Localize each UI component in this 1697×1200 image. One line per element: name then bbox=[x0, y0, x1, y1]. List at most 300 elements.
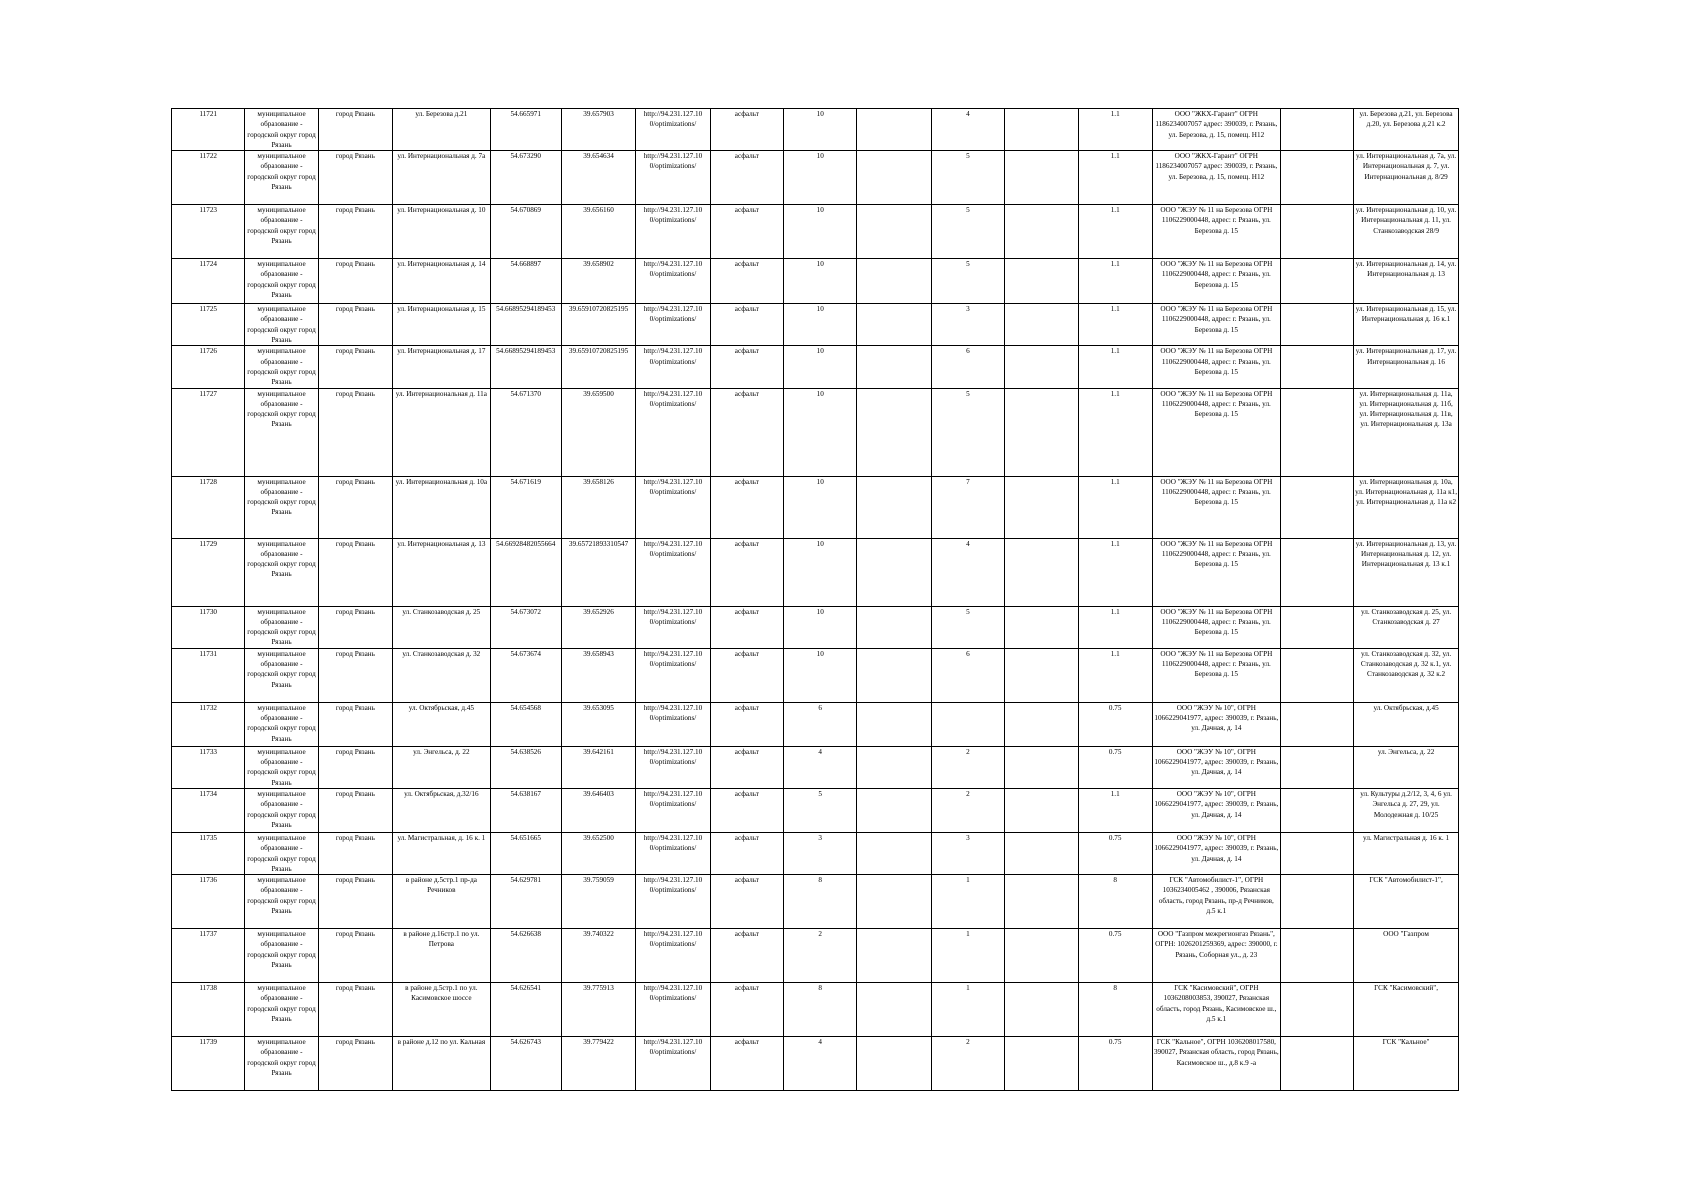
cell-latitude: 54.673290 bbox=[490, 151, 561, 205]
cell-surface-type: асфальт bbox=[710, 205, 783, 259]
cell-area: 10 bbox=[784, 346, 857, 388]
cell-owner-info: ООО "ЖЭУ № 11 на Березова ОГРН 1106229000448, адрес: г. Рязань, ул. Березова д. 15 bbox=[1152, 259, 1280, 304]
cell-longitude: 39.646403 bbox=[561, 788, 635, 832]
cell-container-volume: 1.1 bbox=[1078, 648, 1152, 702]
cell-latitude: 54.638526 bbox=[490, 746, 561, 788]
cell-municipality: муниципальное образование - городской округ город Рязань bbox=[245, 606, 318, 648]
cell-owner-info: ООО "ЖЭУ № 11 на Березова ОГРН 1106229000448, адрес: г. Рязань, ул. Березова д. 15 bbox=[1152, 648, 1280, 702]
cell-address: ул. Интернациональная д. 15 bbox=[393, 304, 490, 346]
cell-municipality: муниципальное образование - городской округ город Рязань bbox=[245, 151, 318, 205]
cell-surface-type: асфальт bbox=[710, 476, 783, 538]
cell-address: ул. Станкозаводская д. 32 bbox=[393, 648, 490, 702]
cell-surface-type: асфальт bbox=[710, 346, 783, 388]
cell-latitude: 54.673072 bbox=[490, 606, 561, 648]
cell-area: 10 bbox=[784, 205, 857, 259]
cell-area: 6 bbox=[784, 702, 857, 746]
cell-row-number: 11737 bbox=[172, 929, 245, 983]
cell-surface-type: асфальт bbox=[710, 929, 783, 983]
table-row bbox=[172, 875, 1459, 929]
cell-row-number: 11729 bbox=[172, 538, 245, 606]
cell-address: ул. Энгельса, д. 22 bbox=[393, 746, 490, 788]
cell-owner-info: ООО "ЖЭУ № 10", ОГРН 1066229041977, адрес: 390039, г. Рязань, ул. Дачная, д. 14 bbox=[1152, 746, 1280, 788]
table-body bbox=[172, 109, 1459, 1091]
cell-empty-col-14 bbox=[1280, 788, 1353, 832]
cell-municipality: муниципальное образование - городской округ город Рязань bbox=[245, 832, 318, 874]
cell-longitude: 39.65910720825195 bbox=[561, 346, 635, 388]
cell-map-link: http://94.231.127.10 0/optimizations/ bbox=[636, 606, 710, 648]
cell-area: 10 bbox=[784, 109, 857, 151]
cell-empty-col-9 bbox=[857, 832, 931, 874]
cell-owner-info: ООО "ЖЭУ № 11 на Березова ОГРН 1106229000448, адрес: г. Рязань, ул. Березова д. 15 bbox=[1152, 388, 1280, 476]
cell-map-link: http://94.231.127.10 0/optimizations/ bbox=[636, 538, 710, 606]
cell-surface-type: асфальт bbox=[710, 259, 783, 304]
cell-city: город Рязань bbox=[318, 606, 392, 648]
cell-surface-type: асфальт bbox=[710, 109, 783, 151]
cell-container-volume: 1.1 bbox=[1078, 788, 1152, 832]
cell-area: 10 bbox=[784, 538, 857, 606]
cell-owner-info: ООО "ЖКХ-Гарант" ОГРН 1186234007057 адрес: 390039, г. Рязань, ул. Березова, д. 15, помещ. Н12 bbox=[1152, 151, 1280, 205]
cell-city: город Рязань bbox=[318, 151, 392, 205]
cell-empty-col-14 bbox=[1280, 832, 1353, 874]
cell-served-addresses: ул. Энгельса, д. 22 bbox=[1354, 746, 1459, 788]
cell-longitude: 39.65721893310547 bbox=[561, 538, 635, 606]
cell-row-number: 11727 bbox=[172, 388, 245, 476]
cell-empty-col-9 bbox=[857, 702, 931, 746]
cell-empty-col-11 bbox=[1005, 346, 1078, 388]
cell-address: ул. Октябрьская, д.32/16 bbox=[393, 788, 490, 832]
cell-city: город Рязань bbox=[318, 1037, 392, 1091]
cell-longitude: 39.659500 bbox=[561, 388, 635, 476]
cell-empty-col-9 bbox=[857, 875, 931, 929]
cell-served-addresses: ул. Интернациональная д. 10, ул. Интернациональная д. 11, ул. Станкозаводская 28/9 bbox=[1354, 205, 1459, 259]
cell-empty-col-14 bbox=[1280, 648, 1353, 702]
cell-longitude: 39.658943 bbox=[561, 648, 635, 702]
cell-empty-col-11 bbox=[1005, 538, 1078, 606]
cell-served-addresses: ул. Интернациональная д. 10а, ул. Интернациональная д. 11а к1, ул. Интернациональная д. 11а к2 bbox=[1354, 476, 1459, 538]
cell-latitude: 54.670869 bbox=[490, 205, 561, 259]
cell-empty-col-14 bbox=[1280, 929, 1353, 983]
cell-latitude: 54.66928482055664 bbox=[490, 538, 561, 606]
cell-longitude: 39.740322 bbox=[561, 929, 635, 983]
cell-address: ул. Интернациональная д. 7а bbox=[393, 151, 490, 205]
cell-served-addresses: ул. Октябрьская, д.45 bbox=[1354, 702, 1459, 746]
cell-empty-col-14 bbox=[1280, 606, 1353, 648]
cell-municipality: муниципальное образование - городской округ город Рязань bbox=[245, 702, 318, 746]
cell-map-link: http://94.231.127.10 0/optimizations/ bbox=[636, 346, 710, 388]
cell-empty-col-11 bbox=[1005, 702, 1078, 746]
cell-container-volume: 0.75 bbox=[1078, 1037, 1152, 1091]
cell-served-addresses: ГСК "Кальное" bbox=[1354, 1037, 1459, 1091]
cell-address: ул. Интернациональная д. 11а bbox=[393, 388, 490, 476]
cell-served-addresses: ул. Интернациональная д. 14, ул. Интернациональная д. 13 bbox=[1354, 259, 1459, 304]
cell-container-count: 5 bbox=[931, 151, 1004, 205]
cell-latitude: 54.629781 bbox=[490, 875, 561, 929]
cell-empty-col-9 bbox=[857, 606, 931, 648]
cell-area: 10 bbox=[784, 606, 857, 648]
cell-municipality: муниципальное образование - городской округ город Рязань bbox=[245, 648, 318, 702]
cell-owner-info: ООО "ЖЭУ № 10", ОГРН 1066229041977, адрес: 390039, г. Рязань, ул. Дачная, д. 14 bbox=[1152, 788, 1280, 832]
cell-row-number: 11728 bbox=[172, 476, 245, 538]
cell-owner-info: ООО "ЖЭУ № 11 на Березова ОГРН 1106229000448, адрес: г. Рязань, ул. Березова д. 15 bbox=[1152, 476, 1280, 538]
cell-owner-info: ООО "ЖКХ-Гарант" ОГРН 1186234007057 адрес: 390039, г. Рязань, ул. Березова, д. 15, помещ. Н12 bbox=[1152, 109, 1280, 151]
cell-empty-col-14 bbox=[1280, 151, 1353, 205]
cell-empty-col-14 bbox=[1280, 388, 1353, 476]
cell-owner-info: ГСК "Касимовский", ОГРН 1036208003853, 390027, Рязанская область, город Рязань, Касимовское ш., д.5 к.1 bbox=[1152, 983, 1280, 1037]
cell-map-link: http://94.231.127.10 0/optimizations/ bbox=[636, 151, 710, 205]
cell-address: ул. Интернациональная д. 13 bbox=[393, 538, 490, 606]
cell-container-volume: 1.1 bbox=[1078, 476, 1152, 538]
table-row bbox=[172, 929, 1459, 983]
cell-latitude: 54.66895294189453 bbox=[490, 346, 561, 388]
cell-container-volume: 1.1 bbox=[1078, 205, 1152, 259]
cell-city: город Рязань bbox=[318, 205, 392, 259]
cell-container-count: 6 bbox=[931, 648, 1004, 702]
cell-empty-col-11 bbox=[1005, 648, 1078, 702]
cell-container-volume: 1.1 bbox=[1078, 606, 1152, 648]
cell-city: город Рязань bbox=[318, 476, 392, 538]
cell-longitude: 39.657903 bbox=[561, 109, 635, 151]
cell-longitude: 39.652926 bbox=[561, 606, 635, 648]
cell-longitude: 39.65910720825195 bbox=[561, 304, 635, 346]
cell-container-count: 5 bbox=[931, 205, 1004, 259]
cell-address: в районе д.16стр.1 по ул. Петрова bbox=[393, 929, 490, 983]
cell-container-volume: 0.75 bbox=[1078, 929, 1152, 983]
cell-area: 8 bbox=[784, 875, 857, 929]
cell-empty-col-11 bbox=[1005, 929, 1078, 983]
cell-longitude: 39.642161 bbox=[561, 746, 635, 788]
cell-empty-col-9 bbox=[857, 648, 931, 702]
cell-empty-col-11 bbox=[1005, 832, 1078, 874]
cell-address: ул. Интернациональная д. 17 bbox=[393, 346, 490, 388]
cell-served-addresses: ГСК "Автомобилист-1", bbox=[1354, 875, 1459, 929]
cell-container-count: 3 bbox=[931, 832, 1004, 874]
cell-map-link: http://94.231.127.10 0/optimizations/ bbox=[636, 259, 710, 304]
cell-longitude: 39.779422 bbox=[561, 1037, 635, 1091]
cell-map-link: http://94.231.127.10 0/optimizations/ bbox=[636, 109, 710, 151]
cell-row-number: 11738 bbox=[172, 983, 245, 1037]
cell-empty-col-14 bbox=[1280, 875, 1353, 929]
cell-surface-type: асфальт bbox=[710, 702, 783, 746]
cell-address: ул. Октябрьская, д.45 bbox=[393, 702, 490, 746]
cell-map-link: http://94.231.127.10 0/optimizations/ bbox=[636, 388, 710, 476]
cell-owner-info: ООО "ЖЭУ № 11 на Березова ОГРН 1106229000448, адрес: г. Рязань, ул. Березова д. 15 bbox=[1152, 304, 1280, 346]
cell-city: город Рязань bbox=[318, 875, 392, 929]
cell-empty-col-14 bbox=[1280, 259, 1353, 304]
cell-empty-col-11 bbox=[1005, 476, 1078, 538]
cell-empty-col-9 bbox=[857, 388, 931, 476]
cell-city: город Рязань bbox=[318, 538, 392, 606]
cell-surface-type: асфальт bbox=[710, 151, 783, 205]
cell-empty-col-11 bbox=[1005, 388, 1078, 476]
table-row bbox=[172, 304, 1459, 346]
cell-map-link: http://94.231.127.10 0/optimizations/ bbox=[636, 304, 710, 346]
cell-row-number: 11723 bbox=[172, 205, 245, 259]
cell-empty-col-9 bbox=[857, 929, 931, 983]
waste-sites-table bbox=[171, 108, 1459, 1091]
cell-empty-col-11 bbox=[1005, 109, 1078, 151]
cell-container-count: 6 bbox=[931, 346, 1004, 388]
cell-surface-type: асфальт bbox=[710, 875, 783, 929]
cell-empty-col-11 bbox=[1005, 304, 1078, 346]
cell-row-number: 11736 bbox=[172, 875, 245, 929]
cell-container-count: 5 bbox=[931, 606, 1004, 648]
cell-row-number: 11730 bbox=[172, 606, 245, 648]
cell-municipality: муниципальное образование - городской округ город Рязань bbox=[245, 388, 318, 476]
cell-municipality: муниципальное образование - городской округ город Рязань bbox=[245, 346, 318, 388]
cell-area: 10 bbox=[784, 259, 857, 304]
table-row bbox=[172, 476, 1459, 538]
cell-latitude: 54.665971 bbox=[490, 109, 561, 151]
cell-longitude: 39.652500 bbox=[561, 832, 635, 874]
cell-city: город Рязань bbox=[318, 109, 392, 151]
cell-empty-col-11 bbox=[1005, 259, 1078, 304]
cell-municipality: муниципальное образование - городской округ город Рязань bbox=[245, 875, 318, 929]
table-row bbox=[172, 151, 1459, 205]
cell-row-number: 11733 bbox=[172, 746, 245, 788]
cell-longitude: 39.656160 bbox=[561, 205, 635, 259]
cell-longitude: 39.653095 bbox=[561, 702, 635, 746]
cell-area: 3 bbox=[784, 832, 857, 874]
cell-container-volume: 1.1 bbox=[1078, 388, 1152, 476]
cell-area: 10 bbox=[784, 388, 857, 476]
cell-area: 2 bbox=[784, 929, 857, 983]
cell-container-volume: 1.1 bbox=[1078, 346, 1152, 388]
cell-latitude: 54.626743 bbox=[490, 1037, 561, 1091]
cell-container-count: 2 bbox=[931, 1037, 1004, 1091]
cell-empty-col-11 bbox=[1005, 205, 1078, 259]
table-row bbox=[172, 983, 1459, 1037]
cell-address: в районе д.12 по ул. Кальная bbox=[393, 1037, 490, 1091]
cell-longitude: 39.658902 bbox=[561, 259, 635, 304]
registry-sheet bbox=[171, 108, 1459, 1091]
table-row bbox=[172, 1037, 1459, 1091]
cell-served-addresses: ул. Станкозаводская д. 32, ул. Станкозаводская д. 32 к.1, ул. Станкозаводская д. 32 к.2 bbox=[1354, 648, 1459, 702]
table-row bbox=[172, 746, 1459, 788]
cell-municipality: муниципальное образование - городской округ город Рязань bbox=[245, 788, 318, 832]
cell-container-count: 4 bbox=[931, 109, 1004, 151]
cell-address: ул. Станкозаводская д. 25 bbox=[393, 606, 490, 648]
table-row bbox=[172, 788, 1459, 832]
cell-empty-col-9 bbox=[857, 538, 931, 606]
cell-empty-col-11 bbox=[1005, 875, 1078, 929]
cell-latitude: 54.66895294189453 bbox=[490, 304, 561, 346]
cell-owner-info: ГСК "Автомобилист-1", ОГРН 1036234005462 , 390006, Рязанская область, город Рязань, пр-д Речников, д.5 к.1 bbox=[1152, 875, 1280, 929]
cell-empty-col-9 bbox=[857, 1037, 931, 1091]
cell-surface-type: асфальт bbox=[710, 304, 783, 346]
cell-surface-type: асфальт bbox=[710, 788, 783, 832]
cell-owner-info: ООО "ЖЭУ № 11 на Березова ОГРН 1106229000448, адрес: г. Рязань, ул. Березова д. 15 bbox=[1152, 346, 1280, 388]
cell-row-number: 11739 bbox=[172, 1037, 245, 1091]
cell-empty-col-14 bbox=[1280, 476, 1353, 538]
cell-empty-col-9 bbox=[857, 151, 931, 205]
cell-address: ул. Интернациональная д. 10а bbox=[393, 476, 490, 538]
cell-empty-col-9 bbox=[857, 983, 931, 1037]
cell-container-count: 5 bbox=[931, 388, 1004, 476]
cell-empty-col-9 bbox=[857, 259, 931, 304]
cell-latitude: 54.638167 bbox=[490, 788, 561, 832]
cell-empty-col-11 bbox=[1005, 606, 1078, 648]
cell-longitude: 39.654634 bbox=[561, 151, 635, 205]
table-row bbox=[172, 702, 1459, 746]
cell-row-number: 11722 bbox=[172, 151, 245, 205]
cell-municipality: муниципальное образование - городской округ город Рязань bbox=[245, 476, 318, 538]
cell-row-number: 11726 bbox=[172, 346, 245, 388]
cell-owner-info: ООО "ЖЭУ № 11 на Березова ОГРН 1106229000448, адрес: г. Рязань, ул. Березова д. 15 bbox=[1152, 538, 1280, 606]
cell-container-volume: 1.1 bbox=[1078, 151, 1152, 205]
cell-empty-col-14 bbox=[1280, 983, 1353, 1037]
cell-municipality: муниципальное образование - городской округ город Рязань bbox=[245, 746, 318, 788]
cell-surface-type: асфальт bbox=[710, 1037, 783, 1091]
cell-latitude: 54.668897 bbox=[490, 259, 561, 304]
cell-surface-type: асфальт bbox=[710, 648, 783, 702]
cell-longitude: 39.775913 bbox=[561, 983, 635, 1037]
cell-served-addresses: ул. Культуры д.2/12, 3, 4, 6 ул. Энгельса д. 27, 29, ул. Молодежная д. 10/25 bbox=[1354, 788, 1459, 832]
cell-container-count: 3 bbox=[931, 304, 1004, 346]
cell-container-volume: 1.1 bbox=[1078, 109, 1152, 151]
cell-empty-col-11 bbox=[1005, 746, 1078, 788]
table-row bbox=[172, 109, 1459, 151]
cell-city: город Рязань bbox=[318, 346, 392, 388]
cell-map-link: http://94.231.127.10 0/optimizations/ bbox=[636, 788, 710, 832]
cell-served-addresses: ООО "Газпром bbox=[1354, 929, 1459, 983]
cell-container-count: 4 bbox=[931, 538, 1004, 606]
cell-empty-col-14 bbox=[1280, 538, 1353, 606]
cell-container-volume: 8 bbox=[1078, 875, 1152, 929]
cell-empty-col-9 bbox=[857, 346, 931, 388]
cell-row-number: 11732 bbox=[172, 702, 245, 746]
cell-area: 5 bbox=[784, 788, 857, 832]
cell-city: город Рязань bbox=[318, 702, 392, 746]
cell-container-count: 1 bbox=[931, 929, 1004, 983]
cell-empty-col-9 bbox=[857, 746, 931, 788]
cell-owner-info: ООО "ЖЭУ № 11 на Березова ОГРН 1106229000448, адрес: г. Рязань, ул. Березова д. 15 bbox=[1152, 205, 1280, 259]
cell-address: ул. Березова д.21 bbox=[393, 109, 490, 151]
cell-city: город Рязань bbox=[318, 746, 392, 788]
cell-address: в районе д.5стр.1 по ул. Касимовское шоссе bbox=[393, 983, 490, 1037]
cell-city: город Рязань bbox=[318, 648, 392, 702]
cell-row-number: 11724 bbox=[172, 259, 245, 304]
cell-municipality: муниципальное образование - городской округ город Рязань bbox=[245, 259, 318, 304]
cell-empty-col-9 bbox=[857, 205, 931, 259]
cell-owner-info: ООО "ЖЭУ № 10", ОГРН 1066229041977, адрес: 390039, г. Рязань, ул. Дачная, д. 14 bbox=[1152, 702, 1280, 746]
cell-latitude: 54.671370 bbox=[490, 388, 561, 476]
cell-served-addresses: ул. Березова д.21, ул. Березова д.20, ул. Березова д.21 к.2 bbox=[1354, 109, 1459, 151]
cell-row-number: 11735 bbox=[172, 832, 245, 874]
table-row bbox=[172, 832, 1459, 874]
cell-served-addresses: ул. Интернациональная д. 7а, ул. Интернациональная д. 7, ул. Интернациональная д. 8/29 bbox=[1354, 151, 1459, 205]
cell-map-link: http://94.231.127.10 0/optimizations/ bbox=[636, 983, 710, 1037]
cell-container-volume: 0.75 bbox=[1078, 702, 1152, 746]
cell-surface-type: асфальт bbox=[710, 538, 783, 606]
cell-served-addresses: ул. Интернациональная д. 17, ул. Интернациональная д. 16 bbox=[1354, 346, 1459, 388]
cell-latitude: 54.626541 bbox=[490, 983, 561, 1037]
cell-longitude: 39.658126 bbox=[561, 476, 635, 538]
cell-latitude: 54.673674 bbox=[490, 648, 561, 702]
cell-empty-col-11 bbox=[1005, 1037, 1078, 1091]
cell-municipality: муниципальное образование - городской округ город Рязань bbox=[245, 1037, 318, 1091]
cell-container-count: 2 bbox=[931, 746, 1004, 788]
cell-empty-col-9 bbox=[857, 109, 931, 151]
cell-empty-col-9 bbox=[857, 476, 931, 538]
cell-area: 8 bbox=[784, 983, 857, 1037]
cell-address: ул. Интернациональная д. 14 bbox=[393, 259, 490, 304]
cell-container-count: 1 bbox=[931, 875, 1004, 929]
cell-area: 10 bbox=[784, 151, 857, 205]
cell-surface-type: асфальт bbox=[710, 388, 783, 476]
cell-map-link: http://94.231.127.10 0/optimizations/ bbox=[636, 648, 710, 702]
cell-city: город Рязань bbox=[318, 832, 392, 874]
cell-city: город Рязань bbox=[318, 259, 392, 304]
cell-empty-col-14 bbox=[1280, 346, 1353, 388]
table-row bbox=[172, 346, 1459, 388]
cell-row-number: 11725 bbox=[172, 304, 245, 346]
cell-map-link: http://94.231.127.10 0/optimizations/ bbox=[636, 476, 710, 538]
cell-empty-col-14 bbox=[1280, 205, 1353, 259]
cell-map-link: http://94.231.127.10 0/optimizations/ bbox=[636, 746, 710, 788]
table-row bbox=[172, 648, 1459, 702]
cell-empty-col-14 bbox=[1280, 109, 1353, 151]
table-row bbox=[172, 388, 1459, 476]
cell-container-count: 5 bbox=[931, 259, 1004, 304]
cell-address: ул. Магистральная, д. 16 к. 1 bbox=[393, 832, 490, 874]
cell-container-count: 7 bbox=[931, 476, 1004, 538]
cell-empty-col-14 bbox=[1280, 304, 1353, 346]
cell-row-number: 11731 bbox=[172, 648, 245, 702]
cell-map-link: http://94.231.127.10 0/optimizations/ bbox=[636, 929, 710, 983]
cell-map-link: http://94.231.127.10 0/optimizations/ bbox=[636, 702, 710, 746]
cell-municipality: муниципальное образование - городской округ город Рязань bbox=[245, 304, 318, 346]
cell-empty-col-11 bbox=[1005, 983, 1078, 1037]
cell-empty-col-11 bbox=[1005, 788, 1078, 832]
cell-latitude: 54.626638 bbox=[490, 929, 561, 983]
cell-container-volume: 8 bbox=[1078, 983, 1152, 1037]
cell-empty-col-11 bbox=[1005, 151, 1078, 205]
cell-area: 4 bbox=[784, 1037, 857, 1091]
cell-container-volume: 1.1 bbox=[1078, 538, 1152, 606]
cell-map-link: http://94.231.127.10 0/optimizations/ bbox=[636, 205, 710, 259]
cell-served-addresses: ул. Магистральная д. 16 к. 1 bbox=[1354, 832, 1459, 874]
cell-latitude: 54.671619 bbox=[490, 476, 561, 538]
cell-area: 10 bbox=[784, 304, 857, 346]
cell-container-volume: 0.75 bbox=[1078, 746, 1152, 788]
cell-owner-info: ООО "ЖЭУ № 10", ОГРН 1066229041977, адрес: 390039, г. Рязань, ул. Дачная, д. 14 bbox=[1152, 832, 1280, 874]
cell-latitude: 54.654568 bbox=[490, 702, 561, 746]
cell-city: город Рязань bbox=[318, 388, 392, 476]
cell-container-count bbox=[931, 702, 1004, 746]
cell-municipality: муниципальное образование - городской округ город Рязань bbox=[245, 929, 318, 983]
cell-municipality: муниципальное образование - городской округ город Рязань bbox=[245, 109, 318, 151]
cell-municipality: муниципальное образование - городской округ город Рязань bbox=[245, 538, 318, 606]
cell-surface-type: асфальт bbox=[710, 746, 783, 788]
cell-owner-info: ООО "Газпром межрегионгаз Рязань", ОГРН: 1026201259369, адрес: 390000, г. Рязань, Соборная ул., д. 23 bbox=[1152, 929, 1280, 983]
table-row bbox=[172, 606, 1459, 648]
cell-served-addresses: ГСК "Касимовский", bbox=[1354, 983, 1459, 1037]
table-row bbox=[172, 538, 1459, 606]
cell-address: ул. Интернациональная д. 10 bbox=[393, 205, 490, 259]
cell-row-number: 11721 bbox=[172, 109, 245, 151]
cell-empty-col-9 bbox=[857, 788, 931, 832]
cell-latitude: 54.651665 bbox=[490, 832, 561, 874]
cell-owner-info: ГСК "Кальное", ОГРН 1036208017580, 390027, Рязанская область, город Рязань, Касимовское ш., д.8 к.9 -а bbox=[1152, 1037, 1280, 1091]
cell-row-number: 11734 bbox=[172, 788, 245, 832]
cell-surface-type: асфальт bbox=[710, 606, 783, 648]
cell-empty-col-14 bbox=[1280, 1037, 1353, 1091]
cell-surface-type: асфальт bbox=[710, 983, 783, 1037]
cell-area: 4 bbox=[784, 746, 857, 788]
cell-address: в районе д.5стр.1 пр-да Речников bbox=[393, 875, 490, 929]
cell-map-link: http://94.231.127.10 0/optimizations/ bbox=[636, 875, 710, 929]
cell-city: город Рязань bbox=[318, 788, 392, 832]
